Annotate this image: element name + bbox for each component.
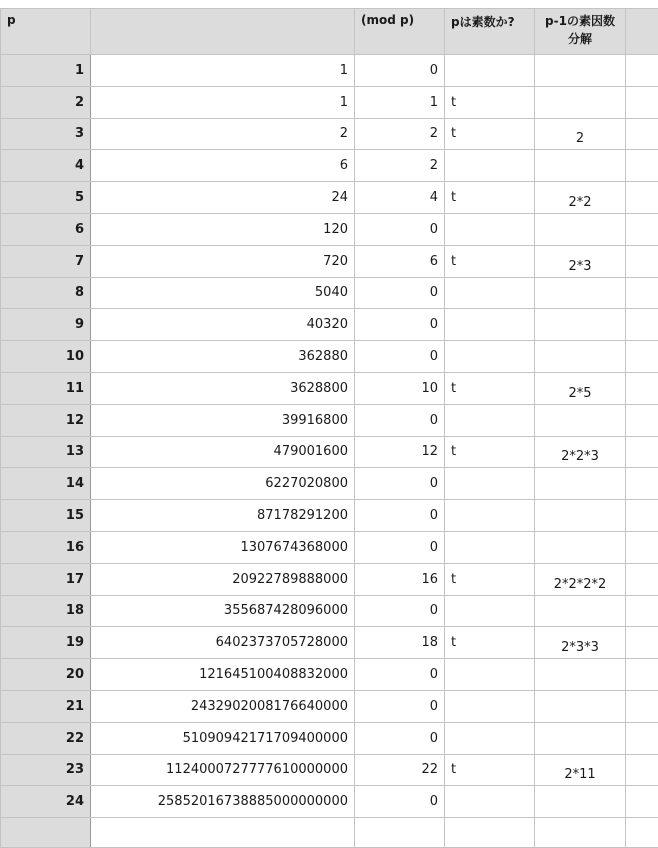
cell-mod-p[interactable]: 0 (355, 722, 445, 754)
table-row (1, 277, 658, 309)
cell-is-prime[interactable] (445, 786, 535, 818)
table-row (1, 118, 658, 150)
cell-is-prime[interactable] (445, 277, 535, 309)
cell-extra[interactable] (626, 563, 658, 595)
row-header-p[interactable]: 14 (1, 468, 91, 500)
row-header-p[interactable]: 17 (1, 563, 91, 595)
table-row (1, 563, 658, 595)
cell-factorial[interactable]: 479001600 (91, 436, 355, 468)
header-is-prime[interactable]: pは素数か? (445, 9, 535, 55)
cell-is-prime[interactable]: t (445, 754, 535, 786)
cell-extra[interactable] (626, 531, 658, 563)
table-row (1, 309, 658, 341)
cell-factorization[interactable]: 2 (535, 118, 626, 150)
cell-mod-p[interactable]: 0 (355, 500, 445, 532)
cell-mod-p[interactable]: 22 (355, 754, 445, 786)
row-header-p[interactable]: 15 (1, 500, 91, 532)
table-row (1, 595, 658, 627)
cell-extra[interactable] (626, 341, 658, 373)
row-header-p[interactable]: 18 (1, 595, 91, 627)
cell-mod-p[interactable]: 0 (355, 213, 445, 245)
cell-extra[interactable] (626, 786, 658, 818)
header-row (1, 9, 658, 55)
cell-factorial[interactable]: 20922789888000 (91, 563, 355, 595)
cell-mod-p[interactable]: 4 (355, 182, 445, 214)
header-factorial[interactable] (91, 9, 355, 55)
cell-factorial[interactable]: 720 (91, 245, 355, 277)
cell-is-prime[interactable]: t (445, 372, 535, 404)
empty-cell[interactable] (355, 818, 445, 848)
cell-mod-p[interactable]: 2 (355, 150, 445, 182)
header-p[interactable]: p (1, 9, 91, 55)
cell-is-prime[interactable] (445, 404, 535, 436)
cell-is-prime[interactable]: t (445, 86, 535, 118)
cell-is-prime[interactable] (445, 531, 535, 563)
cell-is-prime[interactable] (445, 309, 535, 341)
empty-cell[interactable] (626, 818, 658, 848)
table-row (1, 722, 658, 754)
cell-extra[interactable] (626, 627, 658, 659)
cell-factorial[interactable]: 6227020800 (91, 468, 355, 500)
cell-factorization[interactable] (535, 55, 626, 87)
cell-factorial[interactable]: 120 (91, 213, 355, 245)
row-header-p[interactable]: 6 (1, 213, 91, 245)
cell-factorial[interactable]: 121645100408832000 (91, 659, 355, 691)
cell-factorial[interactable]: 2 (91, 118, 355, 150)
cell-is-prime[interactable]: t (445, 563, 535, 595)
cell-mod-p[interactable]: 0 (355, 531, 445, 563)
cell-factorization[interactable] (535, 404, 626, 436)
cell-is-prime[interactable] (445, 341, 535, 373)
table-row (1, 786, 658, 818)
cell-extra[interactable] (626, 500, 658, 532)
table-row (1, 627, 658, 659)
table-row (1, 55, 658, 87)
cell-factorization[interactable] (535, 500, 626, 532)
table-row (1, 531, 658, 563)
cell-mod-p[interactable]: 0 (355, 404, 445, 436)
row-header-p[interactable]: 19 (1, 627, 91, 659)
cell-mod-p[interactable]: 0 (355, 277, 445, 309)
row-header-p[interactable]: 10 (1, 341, 91, 373)
cell-extra[interactable] (626, 754, 658, 786)
cell-is-prime[interactable]: t (445, 245, 535, 277)
cell-factorization[interactable] (535, 595, 626, 627)
cell-extra[interactable] (626, 86, 658, 118)
table-row (1, 341, 658, 373)
table-row (1, 436, 658, 468)
cell-mod-p[interactable]: 1 (355, 86, 445, 118)
cell-mod-p[interactable]: 0 (355, 786, 445, 818)
cell-factorial[interactable]: 87178291200 (91, 500, 355, 532)
table-row (1, 213, 658, 245)
cell-is-prime[interactable] (445, 595, 535, 627)
cell-extra[interactable] (626, 245, 658, 277)
row-header-p[interactable]: 3 (1, 118, 91, 150)
empty-row (1, 818, 658, 848)
header-mod-p[interactable]: (mod p) (355, 9, 445, 55)
cell-factorization[interactable]: 2*11 (535, 754, 626, 786)
table-row (1, 404, 658, 436)
row-header-p[interactable]: 8 (1, 277, 91, 309)
cell-extra[interactable] (626, 150, 658, 182)
cell-is-prime[interactable] (445, 150, 535, 182)
table-body (1, 55, 658, 848)
cell-factorization[interactable] (535, 150, 626, 182)
table-row (1, 500, 658, 532)
cell-factorization[interactable]: 2*2*3 (535, 436, 626, 468)
cell-is-prime[interactable] (445, 213, 535, 245)
cell-factorization[interactable] (535, 277, 626, 309)
cell-extra[interactable] (626, 309, 658, 341)
cell-is-prime[interactable] (445, 500, 535, 532)
row-header-p[interactable]: 5 (1, 182, 91, 214)
table-row (1, 754, 658, 786)
row-header-p[interactable]: 4 (1, 150, 91, 182)
table-row (1, 182, 658, 214)
cell-factorization[interactable]: 2*2*2*2 (535, 563, 626, 595)
cell-extra[interactable] (626, 659, 658, 691)
row-header-p[interactable]: 13 (1, 436, 91, 468)
row-header-p[interactable]: 11 (1, 372, 91, 404)
cell-factorization[interactable] (535, 722, 626, 754)
row-header-p[interactable]: 9 (1, 309, 91, 341)
cell-factorization[interactable] (535, 86, 626, 118)
row-header-p[interactable]: 16 (1, 531, 91, 563)
table-row (1, 690, 658, 722)
cell-mod-p[interactable]: 10 (355, 372, 445, 404)
cell-extra[interactable] (626, 404, 658, 436)
data-table (0, 8, 658, 848)
cell-mod-p[interactable]: 0 (355, 309, 445, 341)
table-row (1, 86, 658, 118)
cell-factorial[interactable]: 355687428096000 (91, 595, 355, 627)
table-row (1, 245, 658, 277)
cell-is-prime[interactable] (445, 690, 535, 722)
row-header-p[interactable]: 2 (1, 86, 91, 118)
cell-factorial[interactable]: 5040 (91, 277, 355, 309)
cell-factorization[interactable] (535, 341, 626, 373)
cell-is-prime[interactable]: t (445, 436, 535, 468)
table-row (1, 150, 658, 182)
cell-factorization[interactable] (535, 786, 626, 818)
cell-factorial[interactable]: 40320 (91, 309, 355, 341)
cell-extra[interactable] (626, 277, 658, 309)
cell-extra[interactable] (626, 372, 658, 404)
row-header-p[interactable]: 23 (1, 754, 91, 786)
row-header-p[interactable]: 24 (1, 786, 91, 818)
cell-is-prime[interactable]: t (445, 182, 535, 214)
header-extra[interactable] (626, 9, 658, 55)
cell-extra[interactable] (626, 213, 658, 245)
empty-cell[interactable] (1, 818, 91, 848)
table-row (1, 372, 658, 404)
cell-factorial[interactable]: 24 (91, 182, 355, 214)
cell-mod-p[interactable]: 0 (355, 468, 445, 500)
table-row (1, 468, 658, 500)
cell-extra[interactable] (626, 55, 658, 87)
cell-mod-p[interactable]: 18 (355, 627, 445, 659)
cell-factorization[interactable]: 2*3 (535, 245, 626, 277)
cell-factorization[interactable] (535, 659, 626, 691)
cell-factorial[interactable]: 51090942171709400000 (91, 722, 355, 754)
cell-factorial[interactable]: 39916800 (91, 404, 355, 436)
cell-mod-p[interactable]: 2 (355, 118, 445, 150)
cell-extra[interactable] (626, 722, 658, 754)
cell-factorization[interactable]: 2*2 (535, 182, 626, 214)
cell-factorial[interactable]: 1 (91, 86, 355, 118)
row-header-p[interactable]: 22 (1, 722, 91, 754)
cell-is-prime[interactable] (445, 659, 535, 691)
cell-factorization[interactable] (535, 531, 626, 563)
cell-extra[interactable] (626, 118, 658, 150)
cell-is-prime[interactable] (445, 722, 535, 754)
cell-mod-p[interactable]: 12 (355, 436, 445, 468)
cell-factorial[interactable]: 6 (91, 150, 355, 182)
cell-factorial[interactable]: 2432902008176640000 (91, 690, 355, 722)
cell-factorial[interactable]: 3628800 (91, 372, 355, 404)
row-header-p[interactable]: 12 (1, 404, 91, 436)
cell-factorization[interactable]: 2*3*3 (535, 627, 626, 659)
cell-is-prime[interactable] (445, 55, 535, 87)
cell-factorial[interactable]: 25852016738885000000000 (91, 786, 355, 818)
cell-mod-p[interactable]: 0 (355, 595, 445, 627)
empty-cell[interactable] (535, 818, 626, 848)
cell-factorial[interactable]: 1307674368000 (91, 531, 355, 563)
row-header-p[interactable]: 21 (1, 690, 91, 722)
cell-mod-p[interactable]: 0 (355, 690, 445, 722)
spreadsheet (0, 8, 658, 848)
cell-factorization[interactable] (535, 690, 626, 722)
cell-is-prime[interactable]: t (445, 627, 535, 659)
cell-mod-p[interactable]: 16 (355, 563, 445, 595)
cell-extra[interactable] (626, 595, 658, 627)
cell-factorization[interactable]: 2*5 (535, 372, 626, 404)
cell-mod-p[interactable]: 0 (355, 659, 445, 691)
cell-mod-p[interactable]: 0 (355, 55, 445, 87)
cell-factorization[interactable] (535, 213, 626, 245)
empty-cell[interactable] (91, 818, 355, 848)
cell-factorial[interactable]: 6402373705728000 (91, 627, 355, 659)
cell-factorial[interactable]: 1124000727777610000000 (91, 754, 355, 786)
row-header-p[interactable]: 20 (1, 659, 91, 691)
header-factorization[interactable]: p-1の素因数分解 (535, 9, 626, 55)
cell-factorization[interactable] (535, 468, 626, 500)
cell-extra[interactable] (626, 468, 658, 500)
cell-is-prime[interactable] (445, 468, 535, 500)
cell-factorization[interactable] (535, 309, 626, 341)
cell-extra[interactable] (626, 690, 658, 722)
cell-factorial[interactable]: 1 (91, 55, 355, 87)
cell-extra[interactable] (626, 182, 658, 214)
cell-extra[interactable] (626, 436, 658, 468)
table-row (1, 659, 658, 691)
cell-mod-p[interactable]: 6 (355, 245, 445, 277)
cell-factorial[interactable]: 362880 (91, 341, 355, 373)
cell-is-prime[interactable]: t (445, 118, 535, 150)
row-header-p[interactable]: 7 (1, 245, 91, 277)
row-header-p[interactable]: 1 (1, 55, 91, 87)
cell-mod-p[interactable]: 0 (355, 341, 445, 373)
empty-cell[interactable] (445, 818, 535, 848)
